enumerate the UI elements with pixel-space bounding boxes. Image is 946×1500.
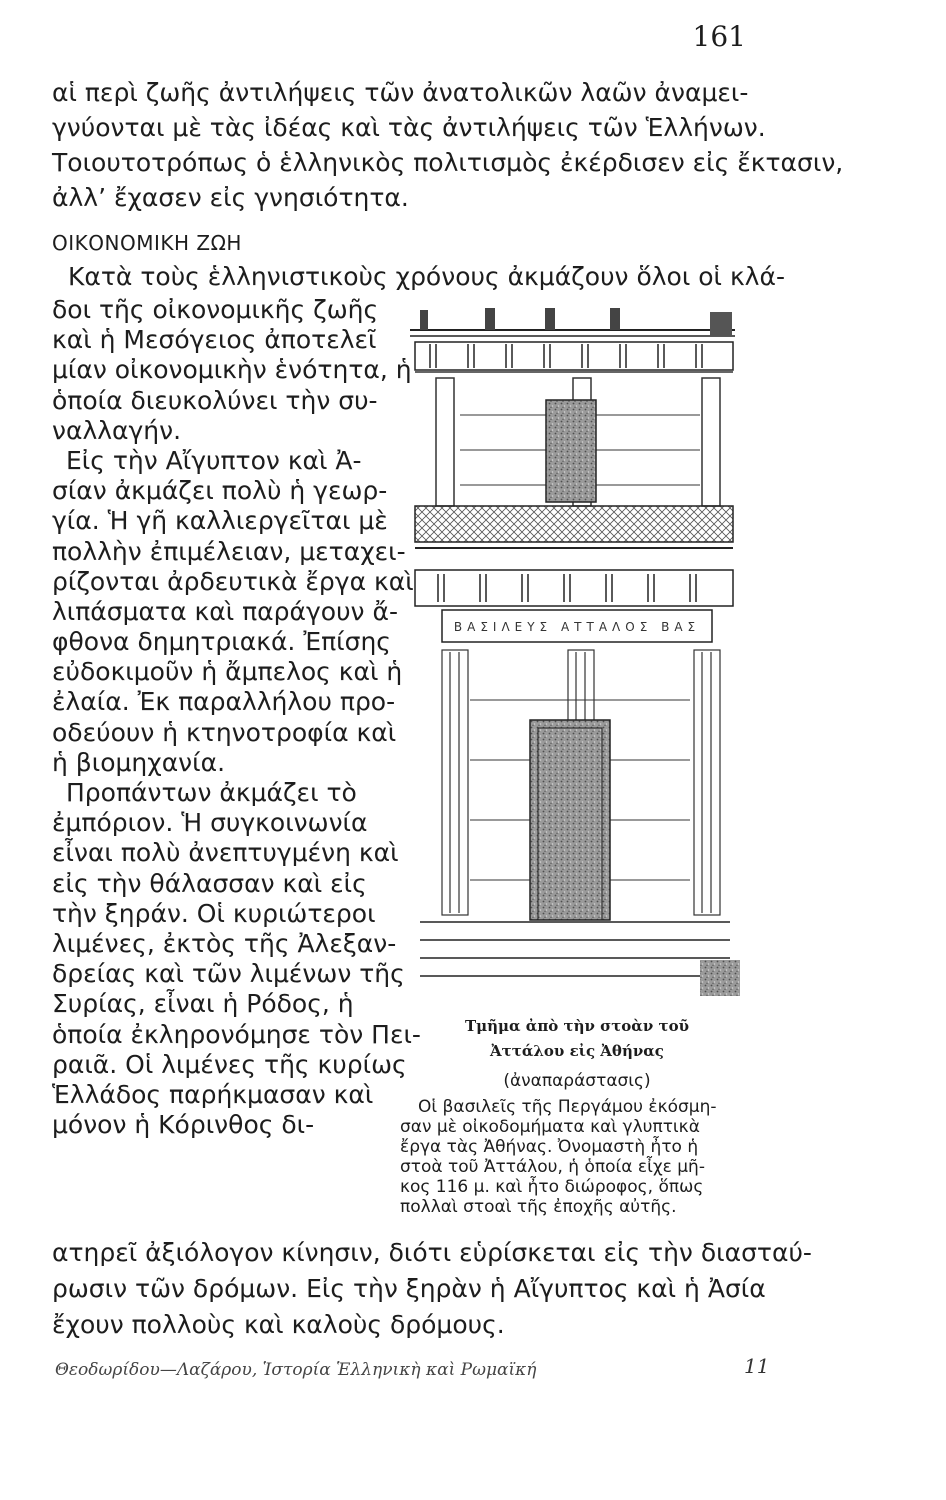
steps bbox=[420, 922, 740, 996]
column-line: ναλλαγήν. bbox=[52, 415, 182, 445]
caption-line: Οἱ βασιλεῖς τῆς Περγάμου ἐκόσμη- bbox=[418, 1097, 717, 1117]
section-heading: ΟΙΚΟΝΟΜΙΚΗ ΖΩΗ bbox=[52, 231, 242, 255]
caption-title-2: Ἀττάλου εἰς Ἀθήνας bbox=[490, 1042, 664, 1060]
column-line: τὴν ξηράν. Οἱ κυριώτεροι bbox=[52, 898, 376, 928]
upper-storey bbox=[415, 372, 733, 506]
text-column bbox=[52, 295, 421, 1140]
cornice bbox=[410, 308, 735, 336]
caption-subtitle: (ἀναπαράστασις) bbox=[503, 1071, 651, 1091]
column-line: πολλὴν ἐπιμέλειαν, μεταχει- bbox=[52, 536, 406, 566]
column-line: ἡ βιομηχανία. bbox=[52, 747, 226, 777]
caption-body bbox=[400, 1097, 717, 1217]
column-line: φθονα δημητριακά. Ἐπίσης bbox=[52, 627, 391, 657]
column-line: Συρίας, εἶναι ἡ Ρόδος, ἡ bbox=[52, 989, 354, 1019]
lower-storey bbox=[442, 650, 720, 920]
column-line: εὐδοκιμοῦν ἡ ἄμπελος καὶ ἡ bbox=[52, 657, 403, 687]
caption-title-1: Τμῆμα ἀπὸ τὴν στοὰν τοῦ bbox=[464, 1017, 689, 1035]
intro-line: Τοιουτοτρόπως ὁ ἑλληνικὸς πολιτισμὸς ἐκέρδισεν εἰς ἔκτασιν, bbox=[52, 148, 844, 177]
closing-line: ατηρεῖ ἀξιόλογον κίνησιν, διότι εὑρίσκεται εἰς τὴν διασταύ- bbox=[52, 1238, 812, 1267]
column-line: ραιᾶ. Οἱ λιμένες τῆς κυρίως bbox=[52, 1049, 407, 1079]
architrave-inscription: ΒΑΣΙΛΕΥΣ ΑΤΤΑΛΟΣ ΒΑΣ bbox=[453, 620, 701, 634]
footer-signature: 11 bbox=[744, 1354, 770, 1378]
intro-line: ἀλλ’ ἔχασεν εἰς γνησιότητα. bbox=[52, 183, 409, 212]
column-line: καὶ ἡ Μεσόγειος ἀποτελεῖ bbox=[52, 325, 377, 355]
intro-line: γνύονται μὲ τὰς ἰδέας καὶ τὰς ἀντιλήψεις τῶν Ἑλλήνων. bbox=[52, 113, 766, 142]
column-line: λιπάσματα καὶ παράγουν ἄ- bbox=[52, 596, 398, 626]
intro-line: αἱ περὶ ζωῆς ἀντιλήψεις τῶν ἀνατολικῶν λαῶν ἀναμει- bbox=[52, 78, 749, 107]
page-number: 161 bbox=[692, 20, 746, 53]
upper-frieze bbox=[415, 342, 733, 370]
column-line: ἐλαία. Ἐκ παραλλήλου προ- bbox=[52, 687, 396, 717]
column-line: Προπάντων ἀκμάζει τὸ bbox=[66, 778, 357, 807]
column-line: δοι τῆς οἰκονομικῆς ζωῆς bbox=[52, 295, 379, 324]
closing-line: ρωσιν τῶν δρόμων. Εἰς τὴν ξηρὰν ἡ Αἴγυπτος καὶ ἡ Ἀσία bbox=[52, 1274, 766, 1303]
caption-line: πολλαὶ στοαὶ τῆς ἐποχῆς αὐτῆς. bbox=[400, 1197, 677, 1217]
column-line: οδεύουν ἡ κτηνοτροφία καὶ bbox=[52, 717, 397, 747]
caption-line: στοὰ τοῦ Ἀττάλου, ἡ ὁποία εἶχε μῆ- bbox=[400, 1157, 705, 1177]
column-line: σίαν ἀκμάζει πολὺ ἡ γεωρ- bbox=[52, 476, 388, 506]
column-line: ὁποία διευκολύνει τὴν συ- bbox=[52, 385, 378, 415]
column-line: Εἰς τὴν Αἴγυπτον καὶ Ἀ- bbox=[66, 445, 362, 475]
column-line: γία. Ἡ γῆ καλλιεργεῖται μὲ bbox=[52, 506, 388, 536]
caption-line: ἔργα τὰς Ἀθήνας. Ὀνομαστὴ ἦτο ἡ bbox=[400, 1137, 699, 1157]
column-line: ἐμπόριον. Ἡ συγκοινωνία bbox=[52, 808, 368, 838]
column-line: μόνον ἡ Κόρινθος δι- bbox=[52, 1110, 315, 1140]
caption-line: σαν μὲ οἰκοδομήματα καὶ γλυπτικὰ bbox=[400, 1117, 700, 1137]
lower-frieze bbox=[415, 570, 733, 606]
column-line: εἰς τὴν θάλασσαν καὶ εἰς bbox=[52, 868, 367, 898]
stoa-of-attalos-drawing bbox=[410, 300, 750, 1005]
balustrade bbox=[415, 506, 733, 548]
footer-text: Θεοδωρίδου—Λαζάρου, Ἱστορία Ἑλληνικὴ καὶ Ρωμαϊκή bbox=[55, 1360, 537, 1380]
closing-line: ἔχουν πολλοὺς καὶ καλοὺς δρόμους. bbox=[52, 1310, 505, 1339]
column-line: δρείας καὶ τῶν λιμένων τῆς bbox=[52, 959, 405, 989]
column-line: Ἑλλάδος παρήκμασαν καὶ bbox=[52, 1079, 374, 1109]
caption-line: κος 116 μ. καὶ ἦτο διώροφος, ὅπως bbox=[400, 1177, 704, 1197]
column-line: ὁποία ἐκληρονόμησε τὸν Πει- bbox=[52, 1019, 421, 1049]
column-line: εἶναι πολὺ ἀνεπτυγμένη καὶ bbox=[52, 838, 399, 868]
column-line: μίαν οἰκονομικὴν ἑνότητα, ἡ bbox=[52, 355, 412, 385]
column-line: ρίζονται ἀρδευτικὰ ἔργα καὶ bbox=[52, 566, 414, 596]
first-line: Κατὰ τοὺς ἑλληνιστικοὺς χρόνους ἀκμάζουν ὅλοι οἱ κλά- bbox=[68, 262, 785, 291]
column-line: λιμένες, ἐκτὸς τῆς Ἀλεξαν- bbox=[52, 928, 397, 958]
